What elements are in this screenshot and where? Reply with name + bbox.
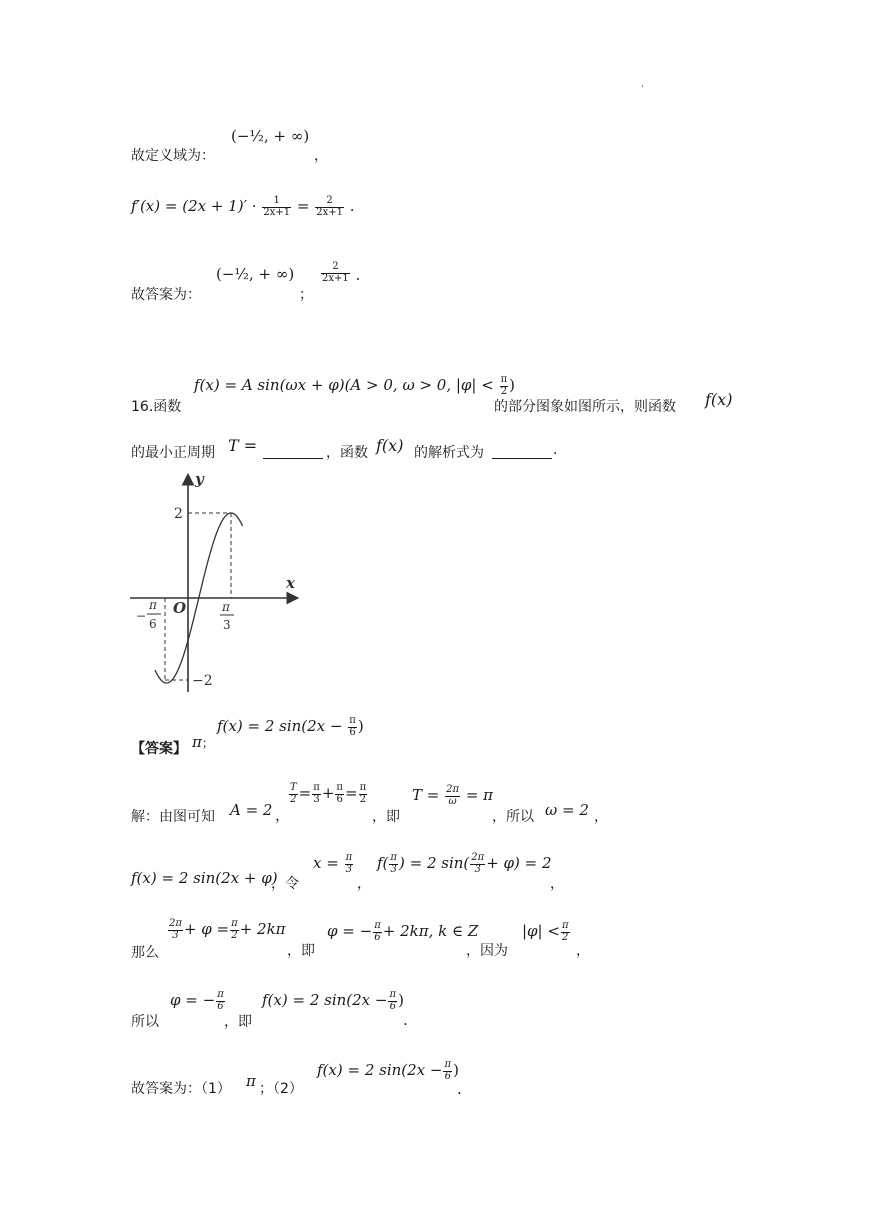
domain-comma: ， (314, 148, 328, 164)
tick-pi-3-num: π (222, 600, 230, 614)
answer-pi: π； (192, 733, 214, 751)
question-line2 (131, 442, 215, 462)
equals-sign: = (296, 197, 310, 215)
tick-pi-6-num: π (149, 598, 157, 612)
stray-dot: · (641, 82, 644, 92)
fraction-pi-over-2: $\frac{\pi}{2}$ (500, 374, 508, 397)
sol3-phi: φ = − $\frac{\pi}{6}$ + 2kπ, k ∈ Z (327, 920, 479, 943)
sol1-c3: ，所以 (492, 809, 534, 825)
domain-interval: (−½, + ∞) (231, 127, 310, 145)
sol1-T-half: $\frac{T}{2}$ = $\frac{\pi}{3}$ + $\frac{\pi}{6}$ = $\frac{\pi}{2}$ (290, 782, 367, 805)
sol2-c1: ，令 (271, 876, 299, 892)
origin-label: O (173, 599, 187, 617)
line2-comma-func: ，函数 (326, 445, 368, 461)
x-label: x (286, 574, 295, 592)
blank-2 (492, 444, 552, 463)
sine-graph (128, 466, 304, 694)
answer-label-1: 故答案为： (131, 287, 201, 303)
sol1-c2: ，即 (372, 809, 400, 825)
sol1-A: A = 2 (230, 801, 273, 819)
sol4-pre: 所以 (131, 1014, 159, 1030)
sol3-c2: ，因为 (466, 943, 508, 959)
answer-domain: (−½, + ∞) (216, 265, 295, 283)
sol2-fx: f(x) = 2 sin(2x + φ) (131, 869, 278, 887)
y-label: y (195, 470, 204, 488)
sol3-abs: |φ| < $\frac{\pi}{2}$ (522, 920, 569, 943)
sol5-fx: f(x) = 2 sin(2x − $\frac{\pi}{6}$ ) (317, 1059, 459, 1082)
sol1-T-formula: T = $\frac{2\pi}{\omega}$ = π (412, 784, 494, 807)
blank-1 (263, 444, 323, 463)
sol2-c3: ， (550, 876, 564, 892)
answer-fraction (320, 262, 360, 284)
question-fx: f(x) (705, 390, 733, 409)
question-formula (194, 375, 515, 397)
answer-tag: 【答案】 (131, 741, 187, 757)
sol3-c3: ， (576, 943, 590, 959)
sol4-end: . (403, 1011, 408, 1029)
period: . (355, 266, 361, 284)
fraction-2-over-2x1: $\frac{2}{2x+1}$ (316, 195, 343, 218)
question-number: 16. (131, 399, 154, 415)
answer-fx: f(x) = 2 sin(2x − $\frac{\pi}{6}$ ) (217, 715, 364, 738)
sol2-x: x = $\frac{\pi}{3}$ (313, 852, 353, 875)
fraction-pi-over-6: $\frac{\pi}{6}$ (349, 715, 356, 738)
sol3-c1: ，即 (287, 943, 315, 959)
derivative-formula (131, 196, 355, 218)
formula-main: f(x) = A sin(ωx + φ)(A > 0, ω > 0, |φ| < (194, 376, 494, 394)
tick-2: 2 (174, 506, 183, 522)
sol2-f-eq: f( $\frac{\pi}{3}$ ) = 2 sin( $\frac{2\pi}{3}$ + φ) = 2 (377, 852, 552, 875)
sol4-c1: ，即 (224, 1014, 252, 1030)
sol4-phi: φ = − $\frac{\pi}{6}$ (170, 989, 224, 1012)
tick-pi-3-den: 3 (223, 618, 231, 632)
tick-pi-6-den: 6 (149, 617, 157, 631)
tick-neg2: −2 (192, 673, 213, 689)
sol1-c4: ， (594, 809, 608, 825)
T-equals: T = (228, 436, 258, 455)
sol2-c2: ， (357, 876, 371, 892)
tick-neg-sign: − (136, 609, 147, 623)
sol5-mid: ；（2） (259, 1081, 303, 1097)
question-word: 函数 (153, 399, 182, 415)
line2-period: . (553, 442, 558, 458)
formula-close: ) (509, 376, 516, 394)
period: . (349, 197, 355, 215)
question-16-prefix (131, 396, 181, 416)
sol3-eq: $\frac{2\pi}{3}$ + φ = $\frac{\pi}{2}$ + 2kπ (169, 918, 286, 941)
line2-fx: f(x) (376, 436, 404, 455)
answer-sep: ； (299, 287, 313, 303)
sol5-pre: 故答案为：（1） (131, 1081, 231, 1097)
sol4-fx: f(x) = 2 sin(2x − $\frac{\pi}{6}$ ) (262, 989, 404, 1012)
period-text: 的最小正周期 (131, 445, 215, 461)
expression-text: 的解析式为 (414, 445, 484, 461)
sol3-pre: 那么 (131, 945, 159, 961)
sol1-pre: 解：由图可知 (131, 809, 215, 825)
sol5-pi: π (246, 1072, 256, 1090)
sol1-c1: ， (275, 806, 291, 824)
fraction-2-over-2x1-b: $\frac{2}{2x+1}$ (322, 261, 349, 284)
sol1-omega: ω = 2 (545, 801, 589, 819)
derivative-lhs: f′(x) = (2x + 1)′ · (131, 197, 257, 215)
fraction-1-over-2x1: $\frac{1}{2x+1}$ (263, 195, 291, 218)
sol5-end: . (457, 1080, 462, 1098)
question-text-mid: 的部分图象如图所示，则函数 (494, 399, 676, 415)
domain-label: 故定义域为： (131, 148, 215, 164)
